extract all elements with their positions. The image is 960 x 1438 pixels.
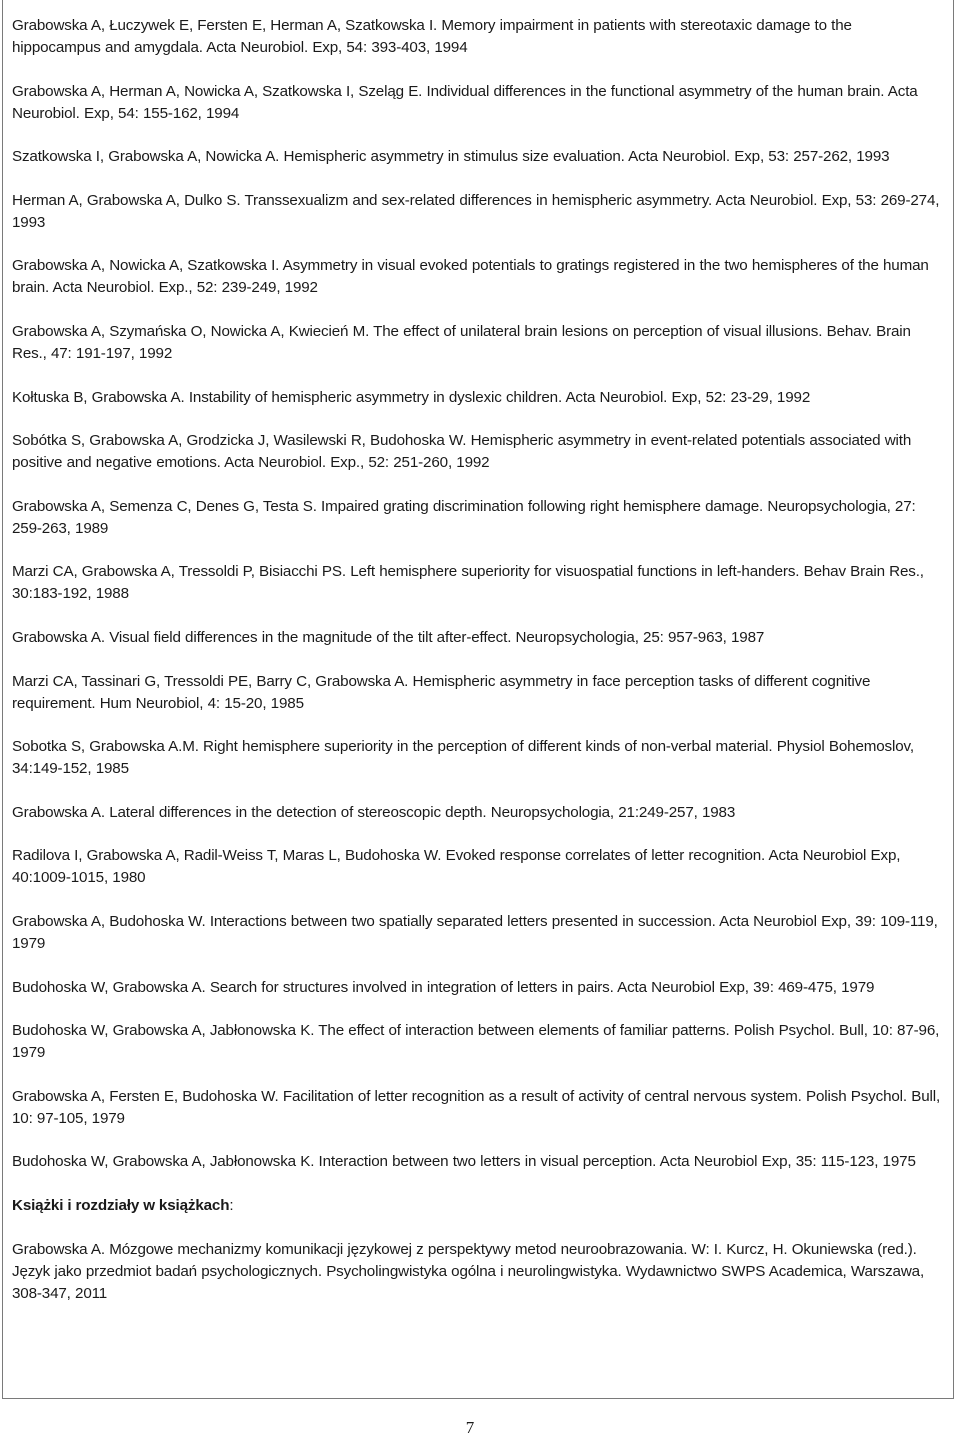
reference-item: Radilova I, Grabowska A, Radil-Weiss T, Maras L, Budohoska W. Evoked response correlates of letter recognition. Acta Neurobiol Exp, 40:1009-1015, 1980	[12, 847, 901, 887]
reference-item: Grabowska A, Łuczywek E, Fersten E, Herman A, Szatkowska I. Memory impairment in patients with stereotaxic damage to the hippocampus and amygdala. Acta Neurobiol. Exp, 54: 393-403, 1994	[12, 17, 852, 56]
reference-item: Budohoska W, Grabowska A, Jabłonowska K. The effect of interaction between elements of familiar patterns. Polish Psychol. Bull, 10: 87-96, 1979	[12, 1022, 940, 1062]
reference-item: Budohoska W, Grabowska A, Jabłonowska K. Interaction between two letters in visual perception. Acta Neurobiol Exp, 35: 115-123, 1975	[12, 1153, 916, 1171]
reference-item: Grabowska A. Lateral differences in the detection of stereoscopic depth. Neuropsychologia, 21:249-257, 1983	[12, 803, 736, 821]
books-heading-text: Książki i rozdziały w książkach	[12, 1196, 230, 1214]
reference-item: Sobotka S, Grabowska A.M. Right hemisphere superiority in the perception of different kinds of non-verbal material. Physiol Bohemoslov, 34:149-152, 1985	[12, 738, 914, 778]
reference-item: Grabowska A, Herman A, Nowicka A, Szatkowska I, Szeląg E. Individual differences in the functional asymmetry of the human brain. Acta Neurobiol. Exp, 54: 155-162, 1994	[12, 82, 918, 122]
reference-item: Szatkowska I, Grabowska A, Nowicka A. Hemispheric asymmetry in stimulus size evaluation. Acta Neurobiol. Exp, 53: 257-262, 1993	[12, 148, 890, 166]
reference-item: Grabowska A, Semenza C, Denes G, Testa S. Impaired grating discrimination following right hemisphere damage. Neuropsychologia, 27: 259-263, 1989	[12, 497, 916, 537]
reference-item: Marzi CA, Tassinari G, Tressoldi PE, Barry C, Grabowska A. Hemispheric asymmetry in face perception tasks of different cognitive requirement. Hum Neurobiol, 4: 15-20, 1985	[12, 672, 871, 712]
reference-item: Grabowska A. Visual field differences in the magnitude of the tilt after-effect. Neuropsychologia, 25: 957-963, 1987	[12, 628, 765, 646]
reference-item: Grabowska A, Fersten E, Budohoska W. Facilitation of letter recognition as a result of activity of central nervous system. Polish Psychol. Bull, 10: 97-105, 1979	[12, 1087, 941, 1127]
reference-item: Grabowska A, Szymańska O, Nowicka A, Kwiecień M. The effect of unilateral brain lesions on perception of visual illusions. Behav. Brain Res., 47: 191-197, 1992	[12, 322, 911, 362]
reference-item: Budohoska W, Grabowska A. Search for structures involved in integration of letters in pairs. Acta Neurobiol Exp, 39: 469-475, 1979	[12, 978, 875, 996]
book-chapter-item: Grabowska A. Mózgowe mechanizmy komunikacji językowej z perspektywy metod neuroobrazowania. W: I. Kurcz, H. Okuniewska (red.). Język jako przedmiot badań psychologicznych. Psycholingwistyka ogólna i neurolingwistyka. Wydawnictwo SWPS Academica, Warszawa, 308-347, 2011	[12, 1240, 925, 1302]
reference-item: Grabowska A, Nowicka A, Szatkowska I. Asymmetry in visual evoked potentials to gratings registered in the two hemispheres of the human brain. Acta Neurobiol. Exp., 52: 239-249, 1992	[12, 257, 929, 297]
reference-item: Sobótka S, Grabowska A, Grodzicka J, Wasilewski R, Budohoska W. Hemispheric asymmetry in event-related potentials associated with positive and negative emotions. Acta Neurobiol. Exp., 52: 251-260, 1992	[12, 432, 912, 472]
books-section-heading	[12, 1195, 942, 1217]
reference-item: Kołtuska B, Grabowska A. Instability of hemispheric asymmetry in dyslexic children. Acta Neurobiol. Exp, 52: 23-29, 1992	[12, 388, 811, 406]
reference-item: Herman A, Grabowska A, Dulko S. Transsexualizm and sex-related differences in hemispheric asymmetry. Acta Neurobiol. Exp, 53: 269-274, 1993	[12, 191, 940, 231]
reference-item: Grabowska A, Budohoska W. Interactions between two spatially separated letters presented in succession. Acta Neurobiol Exp, 39: 109-119, 1979	[12, 912, 938, 952]
books-heading-suffix: :	[229, 1196, 234, 1214]
publication-list	[12, 15, 942, 1326]
reference-item: Marzi CA, Grabowska A, Tressoldi P, Bisiacchi PS. Left hemisphere superiority for visuospatial functions in left-handers. Behav Brain Res., 30:183-192, 1988	[12, 563, 924, 603]
page-number: 7	[465, 1418, 475, 1437]
